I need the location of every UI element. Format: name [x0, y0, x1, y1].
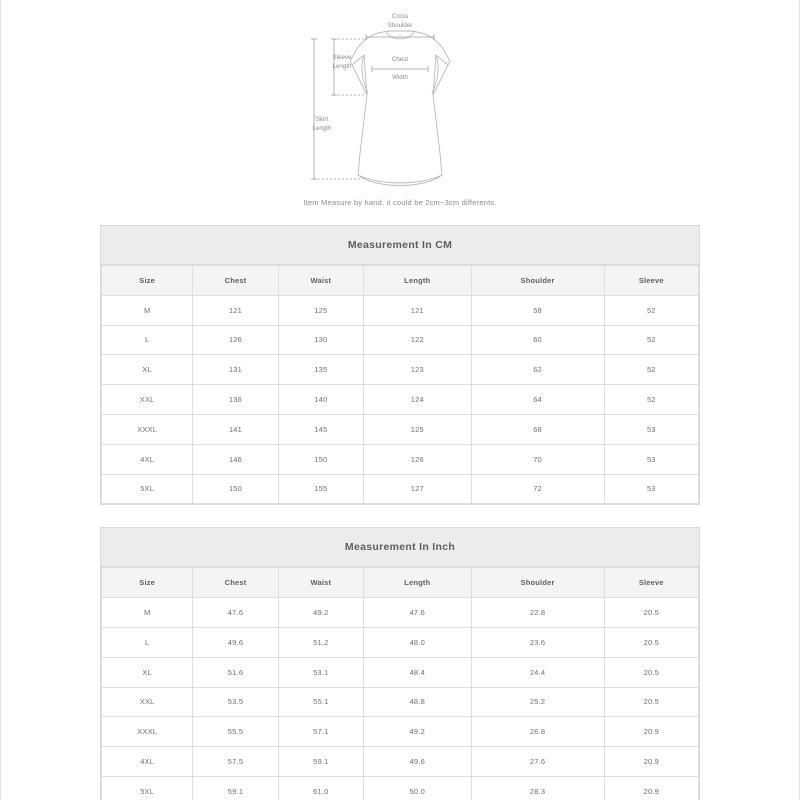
cell-size: 5XL [102, 474, 193, 504]
cell-waist: 155 [278, 474, 363, 504]
cell-waist: 135 [278, 355, 363, 385]
cell-waist: 145 [278, 414, 363, 444]
label-sleeve-length-line2: Length [332, 63, 352, 70]
cell-length: 123 [364, 355, 471, 385]
cell-chest: 121 [193, 295, 278, 325]
cell-length: 47.6 [364, 598, 471, 628]
cell-chest: 59.1 [193, 776, 278, 800]
cell-shoulder: 22.8 [471, 598, 604, 628]
table-row [102, 747, 699, 777]
cell-size: XL [102, 657, 193, 687]
cell-length: 121 [364, 295, 471, 325]
column-header-chest: Chest [193, 568, 278, 598]
column-header-length: Length [364, 568, 471, 598]
column-header-size: Size [102, 568, 193, 598]
cell-shoulder: 64 [471, 385, 604, 415]
cell-shoulder: 27.6 [471, 747, 604, 777]
cell-waist: 55.1 [278, 687, 363, 717]
cell-size: 5XL [102, 776, 193, 800]
label-cross-shoulder-line1: Cross [391, 13, 409, 20]
cell-sleeve: 53 [604, 474, 698, 504]
cell-waist: 57.1 [278, 717, 363, 747]
cell-chest: 131 [193, 355, 278, 385]
table-row [102, 687, 699, 717]
cell-size: XXL [102, 687, 193, 717]
garment-diagram-svg [290, 3, 510, 193]
table-row [102, 325, 699, 355]
column-header-sleeve: Sleeve [604, 266, 698, 296]
table-row [102, 598, 699, 628]
table-row [102, 717, 699, 747]
cell-length: 49.2 [364, 717, 471, 747]
cell-chest: 141 [193, 414, 278, 444]
garment-diagram [26, 0, 774, 190]
cell-shoulder: 25.2 [471, 687, 604, 717]
cell-chest: 53.5 [193, 687, 278, 717]
cell-shoulder: 28.3 [471, 776, 604, 800]
column-header-waist: Waist [278, 266, 363, 296]
cell-length: 49.6 [364, 747, 471, 777]
cell-shoulder: 23.6 [471, 627, 604, 657]
cell-sleeve: 53 [604, 414, 698, 444]
cell-length: 122 [364, 325, 471, 355]
cell-waist: 140 [278, 385, 363, 415]
table-title-cm: Measurement In CM [101, 226, 699, 265]
column-header-sleeve: Sleeve [604, 568, 698, 598]
cell-sleeve: 53 [604, 444, 698, 474]
cell-waist: 130 [278, 325, 363, 355]
table-row [102, 385, 699, 415]
table-row [102, 295, 699, 325]
table-row [102, 414, 699, 444]
cell-shoulder: 60 [471, 325, 604, 355]
table-header-row [102, 266, 699, 296]
cell-length: 124 [364, 385, 471, 415]
cell-shoulder: 62 [471, 355, 604, 385]
cell-shoulder: 72 [471, 474, 604, 504]
cell-sleeve: 20.9 [604, 717, 698, 747]
cell-sleeve: 20.5 [604, 598, 698, 628]
cell-chest: 47.6 [193, 598, 278, 628]
cell-size: XXL [102, 385, 193, 415]
column-header-shoulder: Shoulder [471, 568, 604, 598]
table-row [102, 474, 699, 504]
table-row [102, 444, 699, 474]
cell-sleeve: 20.9 [604, 776, 698, 800]
cell-length: 126 [364, 444, 471, 474]
measurement-table-cm [100, 225, 700, 505]
cell-shoulder: 58 [471, 295, 604, 325]
cell-waist: 59.1 [278, 747, 363, 777]
table-row [102, 627, 699, 657]
cell-shoulder: 68 [471, 414, 604, 444]
cell-waist: 51.2 [278, 627, 363, 657]
table-header-row [102, 568, 699, 598]
label-skirt-length-line2: Length [312, 125, 332, 132]
measurement-disclaimer: Item Measure by hand, it could be 2cm~3cm differents. [303, 198, 497, 207]
cell-length: 48.8 [364, 687, 471, 717]
table-row [102, 657, 699, 687]
cell-waist: 125 [278, 295, 363, 325]
cell-chest: 150 [193, 474, 278, 504]
cell-sleeve: 52 [604, 385, 698, 415]
label-chest-width-line1: Chest [391, 56, 409, 63]
table-row [102, 776, 699, 800]
cell-chest: 55.5 [193, 717, 278, 747]
cell-sleeve: 52 [604, 325, 698, 355]
cell-chest: 146 [193, 444, 278, 474]
cell-size: L [102, 325, 193, 355]
cell-shoulder: 26.8 [471, 717, 604, 747]
cell-waist: 61.0 [278, 776, 363, 800]
cell-sleeve: 52 [604, 295, 698, 325]
cell-size: M [102, 295, 193, 325]
cell-chest: 57.5 [193, 747, 278, 777]
cell-chest: 49.6 [193, 627, 278, 657]
column-header-waist: Waist [278, 568, 363, 598]
cell-length: 48.4 [364, 657, 471, 687]
column-header-shoulder: Shoulder [471, 266, 604, 296]
cell-length: 125 [364, 414, 471, 444]
cell-sleeve: 20.5 [604, 627, 698, 657]
cell-size: XL [102, 355, 193, 385]
label-cross-shoulder-line2: Shoulder [387, 22, 413, 29]
cell-sleeve: 52 [604, 355, 698, 385]
column-header-size: Size [102, 266, 193, 296]
cell-length: 48.0 [364, 627, 471, 657]
cell-sleeve: 20.5 [604, 687, 698, 717]
label-sleeve-length-line1: Sleeve [332, 54, 352, 61]
label-skirt-length-line1: Skirt [315, 116, 329, 123]
cell-length: 127 [364, 474, 471, 504]
measurement-table-inch [100, 527, 700, 800]
column-header-chest: Chest [193, 266, 278, 296]
cell-sleeve: 20.5 [604, 657, 698, 687]
cell-chest: 126 [193, 325, 278, 355]
cell-size: M [102, 598, 193, 628]
cell-size: 4XL [102, 747, 193, 777]
table-row [102, 355, 699, 385]
column-header-length: Length [364, 266, 471, 296]
cell-length: 50.0 [364, 776, 471, 800]
cell-size: L [102, 627, 193, 657]
cell-sleeve: 20.9 [604, 747, 698, 777]
cell-chest: 136 [193, 385, 278, 415]
cell-waist: 49.2 [278, 598, 363, 628]
cell-waist: 53.1 [278, 657, 363, 687]
size-table-inch [101, 567, 699, 800]
label-chest-width-line2: Width [392, 74, 408, 81]
cell-waist: 150 [278, 444, 363, 474]
cell-shoulder: 70 [471, 444, 604, 474]
cell-chest: 51.6 [193, 657, 278, 687]
cell-size: 4XL [102, 444, 193, 474]
cell-shoulder: 24.4 [471, 657, 604, 687]
table-title-inch: Measurement In Inch [101, 528, 699, 567]
cell-size: XXXL [102, 717, 193, 747]
cell-size: XXXL [102, 414, 193, 444]
size-table-cm [101, 265, 699, 504]
